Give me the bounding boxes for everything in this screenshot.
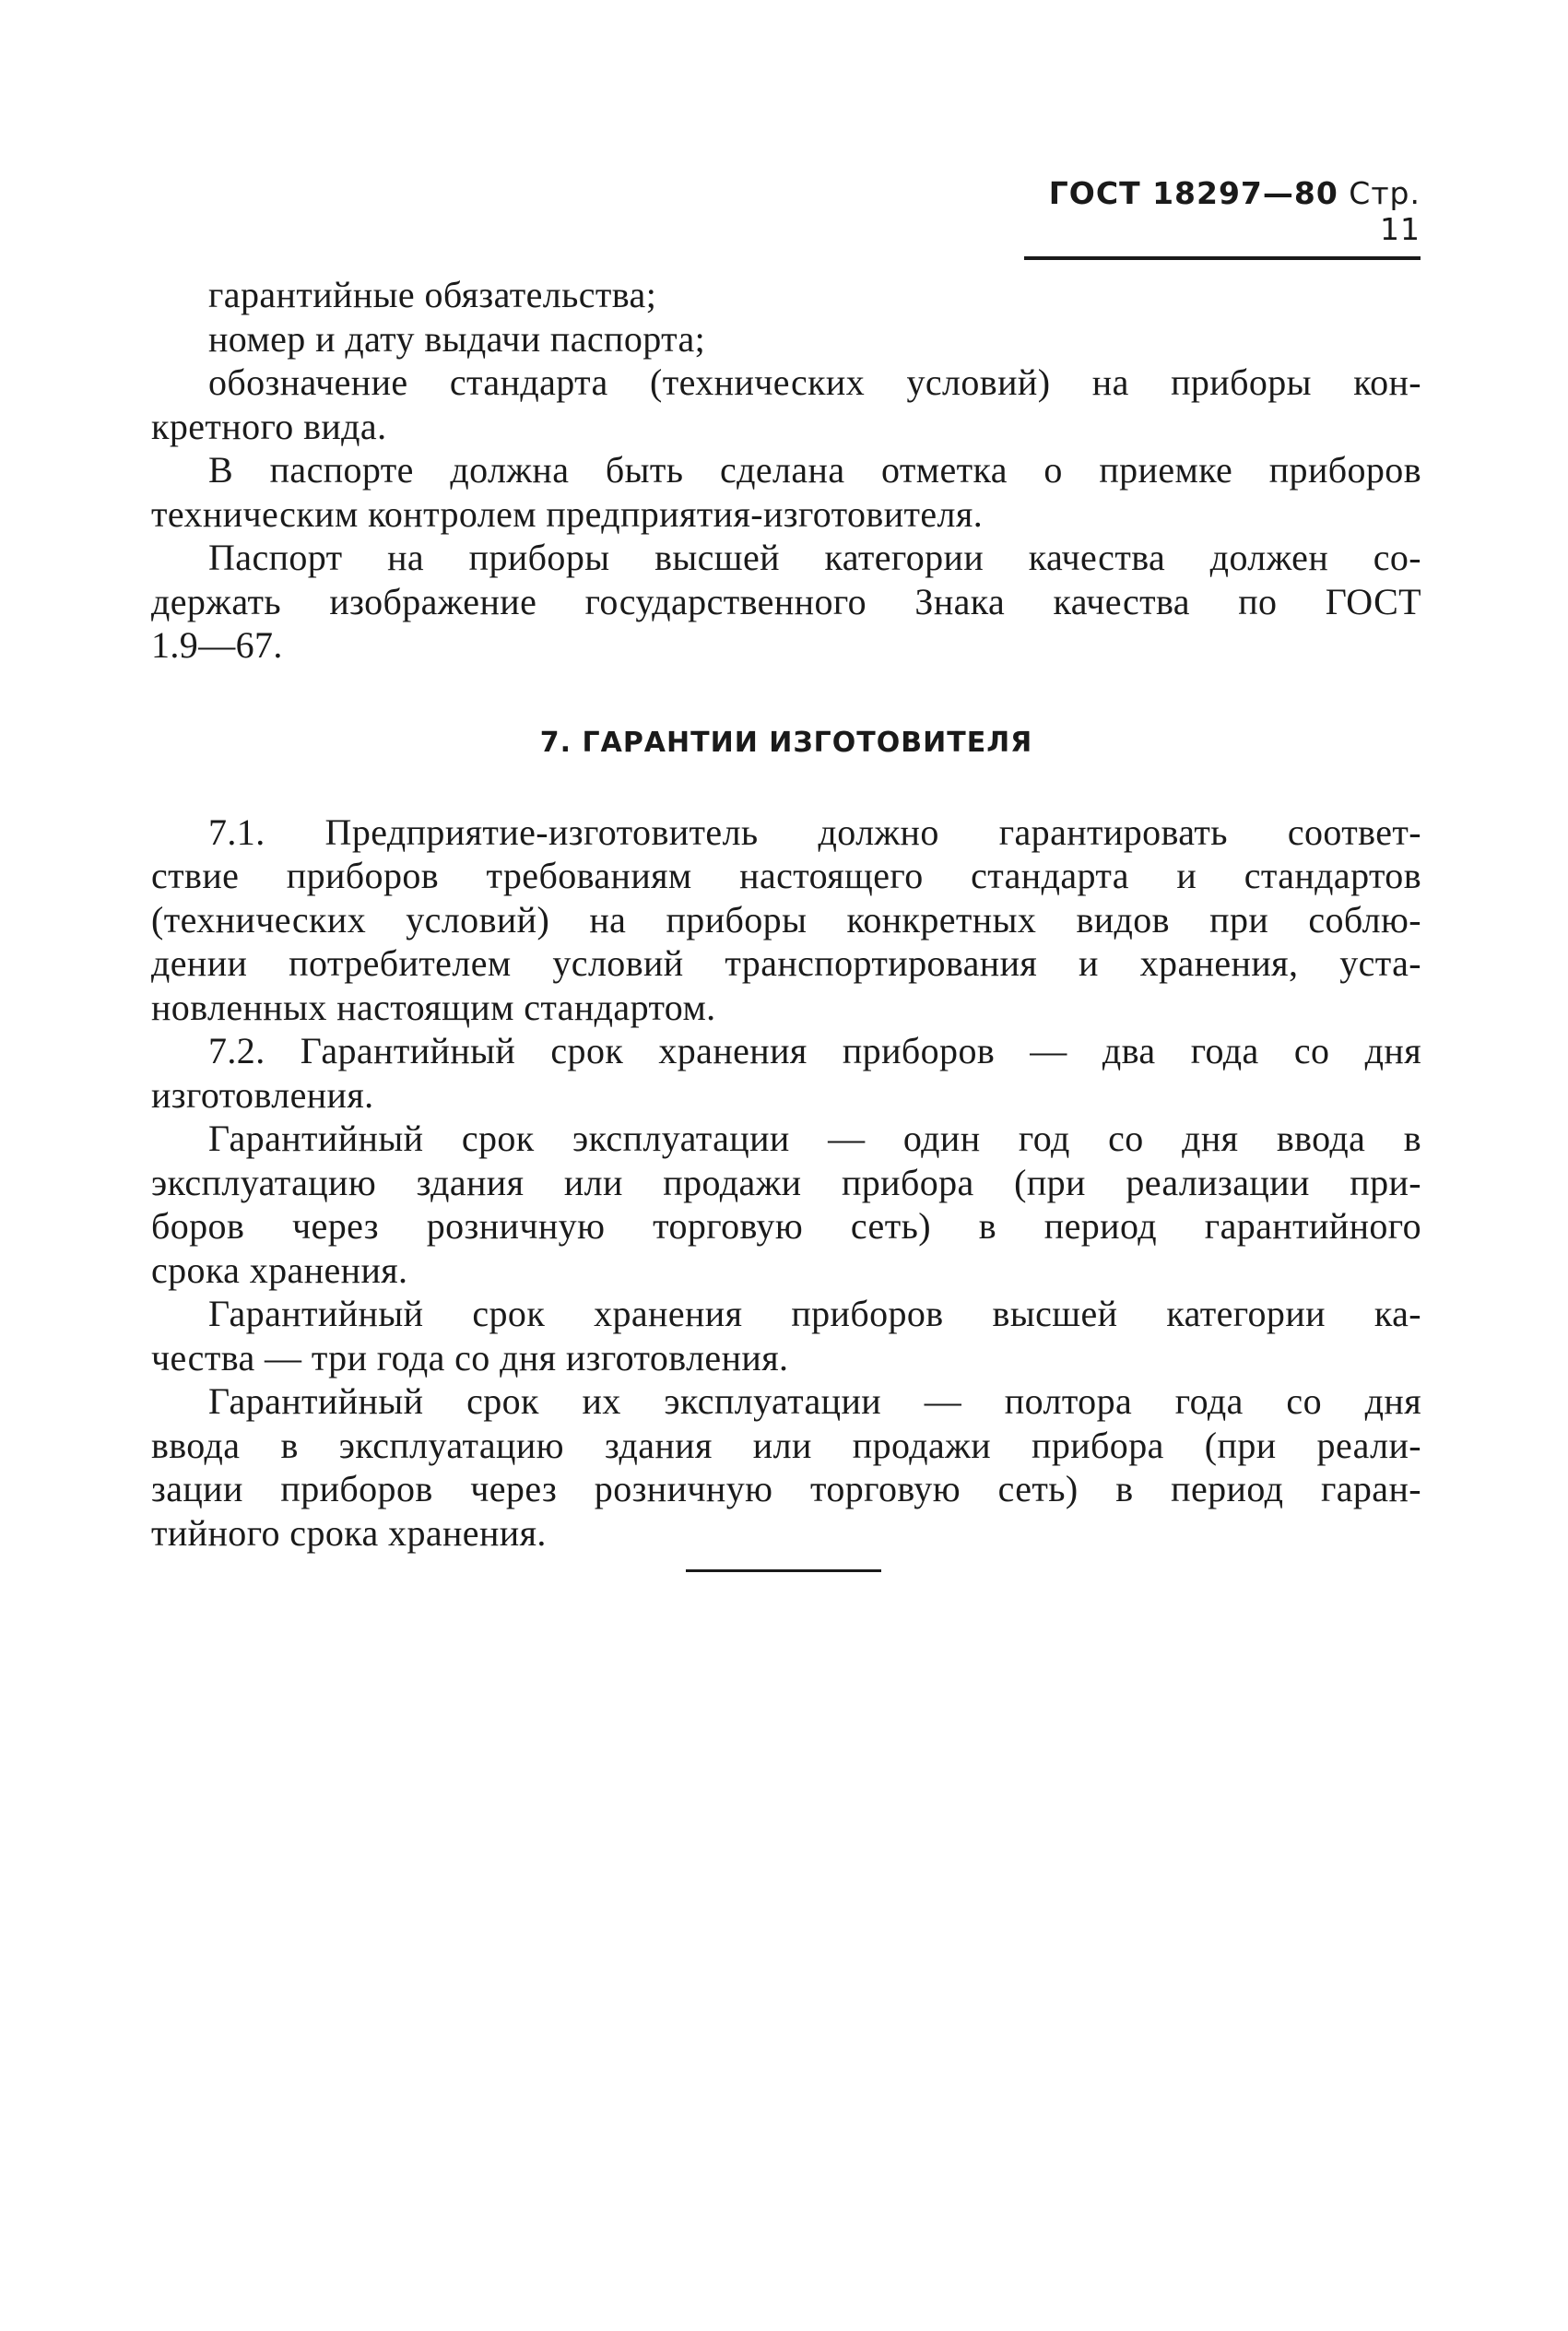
- text-line: Гарантийный срок эксплуатации — один год со дня ввода в: [208, 1118, 1421, 1159]
- text-line: дении потребителем условий транспортирования и хранения, уста-: [151, 942, 1421, 984]
- text-line: номер и дату выдачи паспорта;: [208, 317, 706, 360]
- text-line: эксплуатацию здания или продажи прибора (при реализации при-: [151, 1161, 1421, 1203]
- text-line: Гарантийный срок их эксплуатации — полтора года со дня: [208, 1380, 1421, 1422]
- text-line: В паспорте должна быть сделана отметка о приемке приборов: [208, 449, 1421, 491]
- text-line: тийного срока хранения.: [151, 1511, 547, 1554]
- text-line: ввода в эксплуатацию здания или продажи прибора (при реали-: [151, 1424, 1421, 1466]
- text-line: изготовления.: [151, 1073, 374, 1116]
- text-line: держать изображение государственного Знака качества по ГОСТ: [151, 580, 1421, 622]
- text-line: срока хранения.: [151, 1248, 408, 1291]
- section-heading: 7. ГАРАНТИИ ИЗГОТОВИТЕЛЯ: [539, 726, 1033, 759]
- text-line: боров через розничную торговую сеть) в период гарантийного: [151, 1205, 1421, 1247]
- text-line: гарантийные обязательства;: [208, 274, 657, 315]
- standard-number: ГОСТ 18297—80: [1048, 175, 1338, 211]
- text-line: Паспорт на приборы высшей категории качества должен со-: [208, 537, 1421, 578]
- manufacturer-guarantees: [151, 811, 1421, 1556]
- text-line: ствие приборов требованиям настоящего стандарта и стандартов: [151, 855, 1421, 896]
- text-line: 7.1. Предприятие-изготовитель должно гарантировать соответ-: [208, 811, 1421, 853]
- text-line: обозначение стандарта (технических условий) на приборы кон-: [208, 361, 1421, 403]
- text-line: зации приборов через розничную торговую сеть) в период гаран-: [151, 1468, 1421, 1509]
- text-line: 7.2. Гарантийный срок хранения приборов — два года со дня: [208, 1030, 1421, 1071]
- text-line: 1.9—67.: [151, 624, 283, 666]
- text-line: чества — три года со дня изготовления.: [151, 1336, 789, 1378]
- text-line: новленных настоящим стандартом.: [151, 986, 716, 1028]
- text-line: Гарантийный срок хранения приборов высшей категории ка-: [208, 1293, 1421, 1334]
- document-body: [151, 273, 1421, 1555]
- page-number: Стр. 11: [1349, 175, 1421, 247]
- text-line: (технических условий) на приборы конкретных видов при соблю-: [151, 898, 1421, 941]
- page-header: [1024, 175, 1421, 260]
- text-line: кретного вида.: [151, 405, 387, 447]
- passport-contents: [151, 273, 1421, 668]
- text-line: техническим контролем предприятия-изготовителя.: [151, 492, 984, 535]
- end-divider: [686, 1569, 881, 1572]
